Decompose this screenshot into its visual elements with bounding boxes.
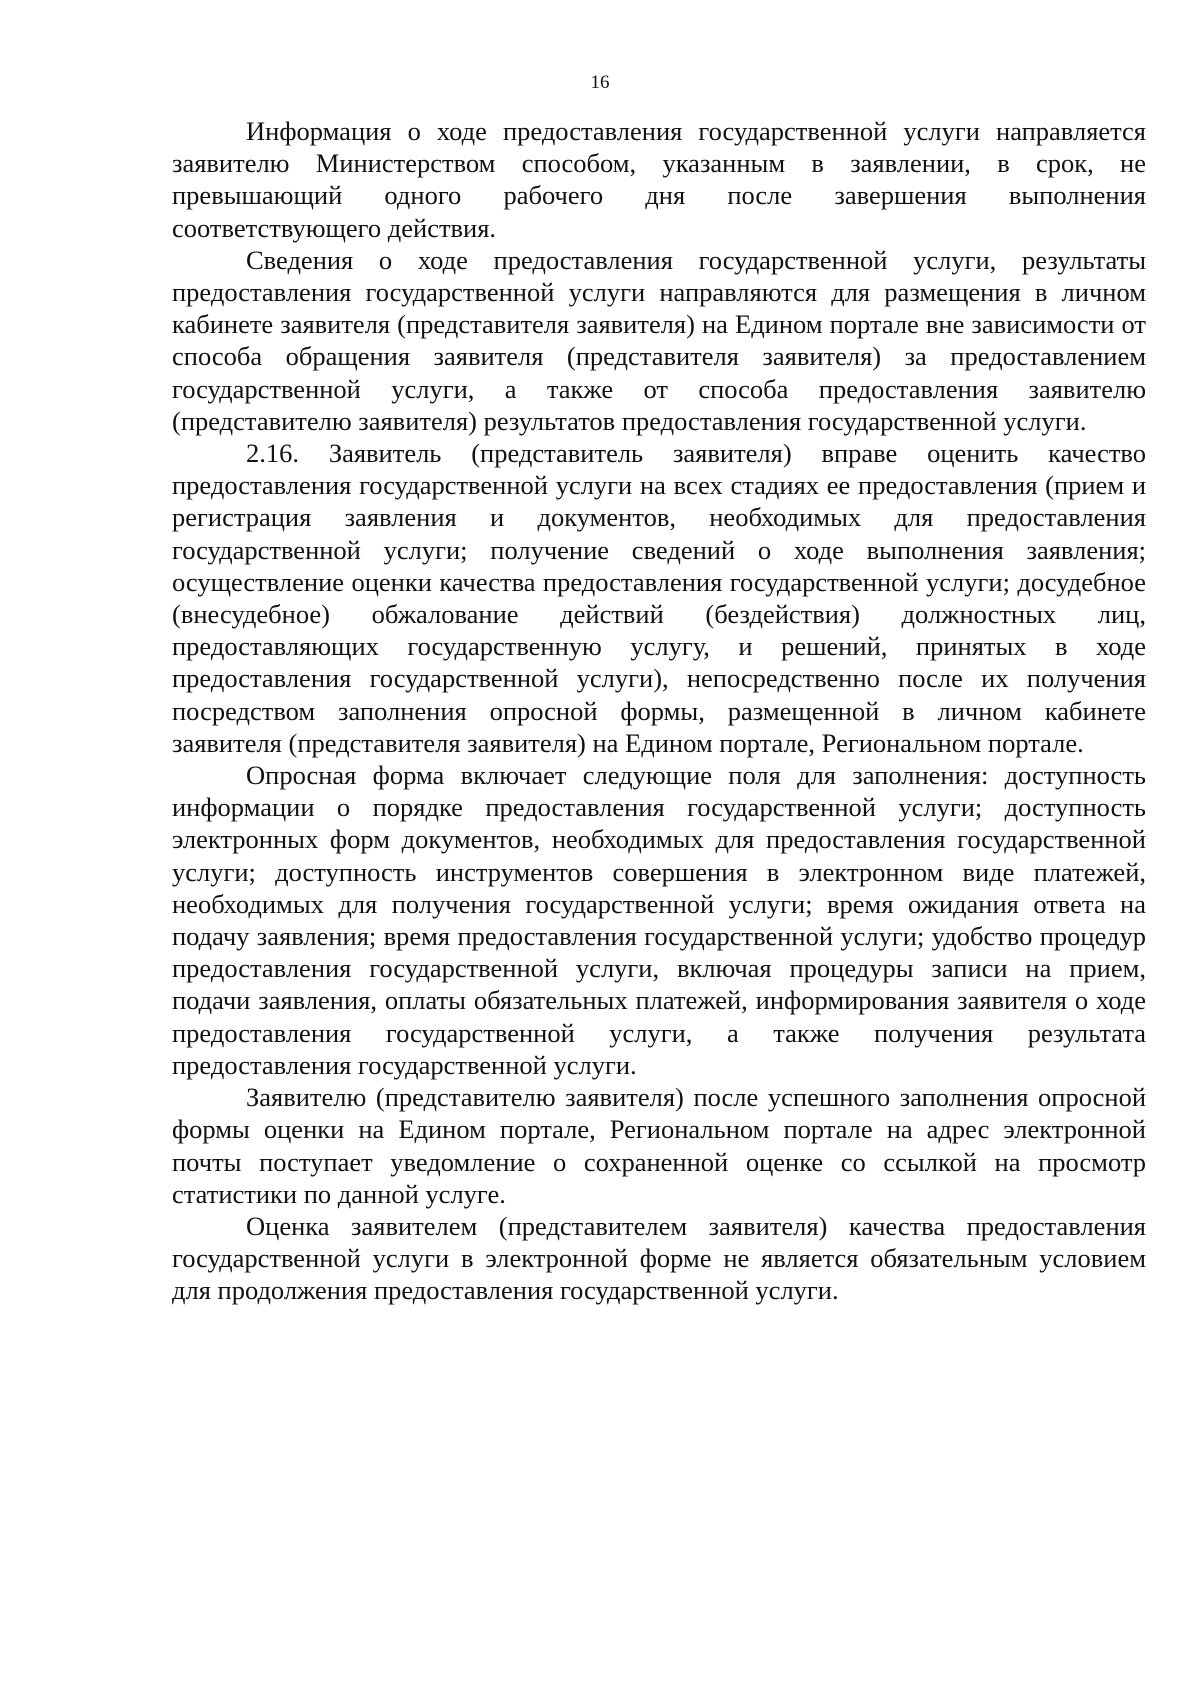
paragraph-survey-fields: Опросная форма включает следующие поля для заполнения: доступность информации о порядке предоставления государственной услуги; доступность электронных форм документов, необходимых для предоставления государственной услуги; доступность инструментов совершения в электронном виде платежей, необходимых для получения государственной услуги; время ожидания ответа на подачу заявления; время предоставления государственной услуги; удобство процедур предоставления государственной услуги, включая процедуры записи на прием, подачи заявления, оплаты обязательных платежей, информирования заявителя о ходе предоставления государственной услуги, а также получения результата предоставления государственной услуги. xyxy=(172,760,1146,1080)
paragraph-progress-details: Сведения о ходе предоставления государственной услуги, результаты предоставления государственной услуги направляются для размещения в личном кабинете заявителя (представителя заявителя) на Едином портале вне зависимости от способа обращения заявителя (представителя заявителя) за предоставлением государственной услуги, а также от способа предоставления заявителю (представителю заявителя) результатов предоставления государственной услуги. xyxy=(172,244,1146,436)
paragraph-assessment-optional: Оценка заявителем (представителем заявителя) качества предоставления государственной услуги в электронной форме не является обязательным условием для продолжения предоставления государственной услуги. xyxy=(172,1210,1146,1306)
paragraph-progress-info: Информация о ходе предоставления государственной услуги направляется заявителю Министерством способом, указанным в заявлении, в срок, не превышающий одного рабочего дня после завершения выполнения соответствующего действия. xyxy=(172,116,1146,243)
paragraph-notification: Заявителю (представителю заявителя) после успешного заполнения опросной формы оценки на Едином портале, Региональном портале на адрес электронной почты поступает уведомление о сохраненной оценке со ссылкой на просмотр статистики по данной услуге. xyxy=(172,1082,1146,1209)
document-body xyxy=(172,115,1146,1307)
paragraph-2-16-quality-assessment: 2.16. Заявитель (представитель заявителя) вправе оценить качество предоставления государственной услуги на всех стадиях ее предоставления (прием и регистрация заявления и документов, необходимых для предоставления государственной услуги; получение сведений о ходе выполнения заявления; осуществление оценки качества предоставления государственной услуги; досудебное (внесудебное) обжалование действий (бездействия) должностных лиц, предоставляющих государственную услугу, и решений, принятых в ходе предоставления государственной услуги), непосредственно после их получения посредством заполнения опросной формы, размещенной в личном кабинете заявителя (представителя заявителя) на Едином портале, Региональном портале. xyxy=(172,438,1146,758)
page-number: 16 xyxy=(590,72,610,93)
